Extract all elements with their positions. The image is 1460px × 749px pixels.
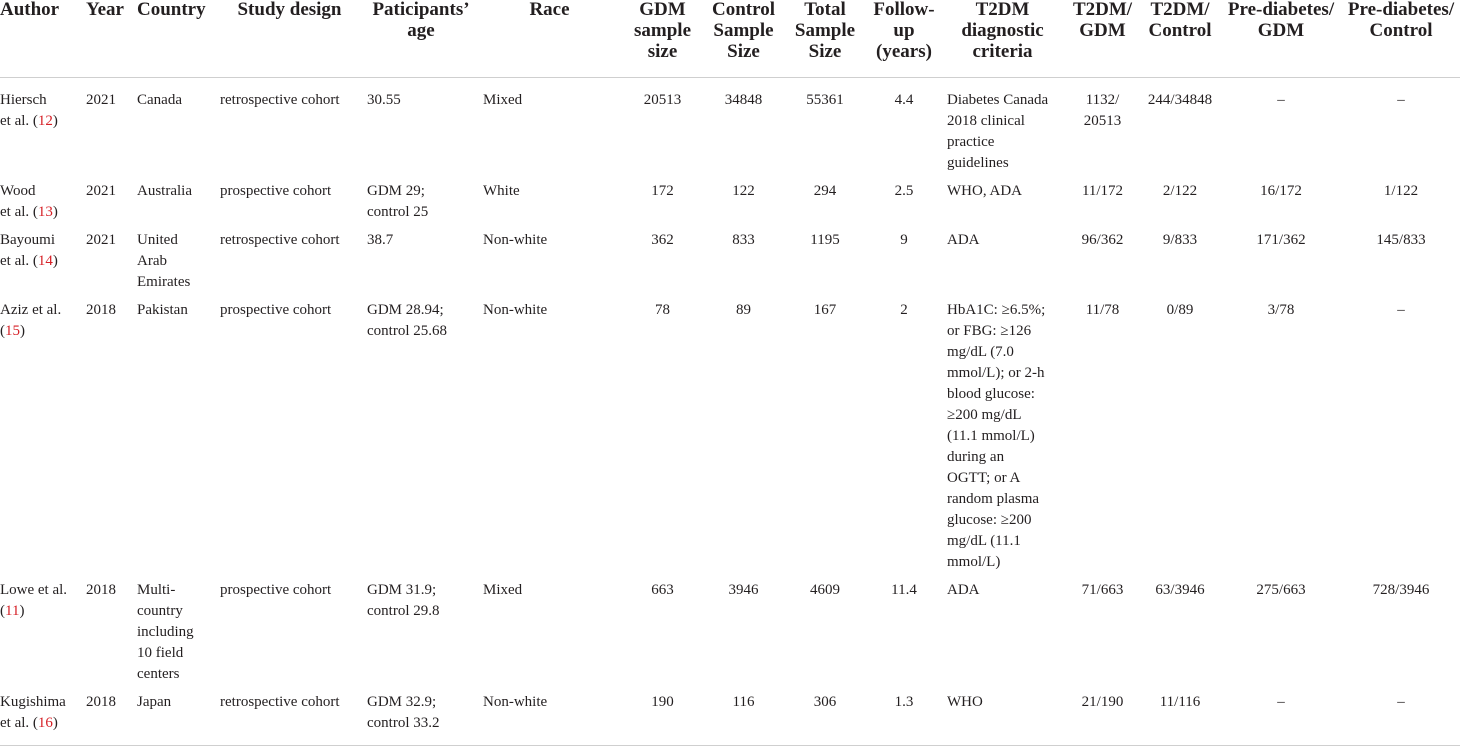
citation-open: ( [0,322,5,339]
t2dm-criteria-cell: ADA [947,581,980,598]
prediabetes-gdm-cell: 3/78 [1267,301,1295,318]
citation-link[interactable]: 12 [37,112,53,129]
table-row [0,688,1460,746]
t2dm-criteria-cell: ADA [947,231,980,248]
citation-link[interactable]: 14 [37,252,53,269]
column-header-t2dm-control: T2DM/ Control [1140,0,1220,78]
country-cell: Japan [133,688,216,746]
gdm-sample-size-cell: 663 [651,581,674,598]
t2dm-control-cell: 0/89 [1166,301,1194,318]
t2dm-criteria-cell: WHO, ADA [947,182,1022,199]
follow-up-cell: 11.4 [891,581,917,598]
citation-link[interactable]: 15 [5,322,20,339]
participants-age-cell: 38.7 [367,231,394,248]
prediabetes-control-cell: 728/3946 [1372,581,1430,598]
table-row [0,576,1460,688]
citation-open: ( [32,203,38,220]
table-row [0,296,1460,576]
t2dm-gdm-cell: 71/663 [1081,581,1124,598]
gdm-sample-size-cell: 78 [655,301,670,318]
participants-age-cell: 30.55 [367,91,401,108]
table-row [0,78,1460,178]
follow-up-cell: 1.3 [868,688,940,746]
column-header-total-sample-size: Total Sample Size [782,0,868,78]
total-sample-size-cell: 4609 [810,581,840,598]
total-sample-size-cell: 1195 [810,231,840,248]
citation-close: ) [52,714,58,731]
race-cell: Non-white [483,301,548,318]
total-sample-size-cell: 294 [813,182,837,199]
citation-close: ) [20,322,25,339]
gdm-sample-size-cell: 362 [651,231,674,248]
prediabetes-control-cell: – [1397,301,1405,318]
column-header-study-design: Study design [216,0,363,78]
citation-close: ) [52,203,58,220]
t2dm-criteria-cell: HbA1C: ≥6.5%; or FBG: ≥126 mg/dL (7.0 mmol/L); or 2-h blood glucose: ≥200 mg/dL (11.1 mmol/L) during an OGTT; or A random plasma glucose: ≥200 mg/dL (11.1 mmol/L) [947,301,1046,570]
country-cell: Canada [137,91,182,108]
study-design-cell: retrospective cohort [216,688,363,746]
t2dm-criteria-cell: Diabetes Canada 2018 clinical practice guidelines [947,91,1049,171]
year-cell: 2021 [86,182,116,199]
author-name: Bayoumi et al. [0,231,55,269]
t2dm-gdm-cell: 11/78 [1085,301,1120,318]
column-header-race: Race [479,0,620,78]
author-cell [0,688,82,746]
participants-age-cell: GDM 32.9; control 33.2 [363,688,479,746]
race-cell: Non-white [479,688,620,746]
column-header-gdm-sample-size: GDM sample size [620,0,705,78]
study-design-cell: retrospective cohort [220,231,340,248]
t2dm-gdm-cell: 96/362 [1081,231,1124,248]
author-cell [0,296,82,576]
t2dm-criteria-cell: WHO [940,688,1065,746]
total-sample-size-cell: 55361 [806,91,844,108]
t2dm-control-cell: 11/116 [1140,688,1220,746]
total-sample-size-cell: 167 [813,301,837,318]
prediabetes-gdm-cell: 275/663 [1256,581,1306,598]
study-design-cell: prospective cohort [220,301,332,318]
country-cell: Pakistan [137,301,188,318]
follow-up-cell: 2 [900,301,908,318]
study-design-cell: prospective cohort [220,182,332,199]
prediabetes-control-cell: – [1397,91,1405,108]
citation-link[interactable]: 11 [5,602,20,619]
control-sample-size-cell: 89 [736,301,751,318]
participants-age-cell: GDM 29; control 25 [367,182,429,220]
column-header-t2dm-criteria: T2DM diagnostic criteria [940,0,1065,78]
author-name: Lowe et al. [0,581,68,598]
t2dm-control-cell: 2/122 [1162,182,1198,199]
participants-age-cell: GDM 31.9; control 29.8 [367,581,440,619]
column-header-t2dm-gdm: T2DM/ GDM [1065,0,1140,78]
total-sample-size-cell: 306 [782,688,868,746]
race-cell: Mixed [483,581,523,598]
t2dm-control-cell: 63/3946 [1155,581,1205,598]
year-cell: 2018 [86,301,116,318]
year-cell: 2021 [86,231,116,248]
prediabetes-gdm-cell: – [1277,91,1285,108]
author-cell [0,78,82,178]
t2dm-control-cell: 244/34848 [1147,91,1213,108]
participants-age-cell: GDM 28.94; control 25.68 [367,301,447,339]
prediabetes-control-cell: 1/122 [1383,182,1419,199]
column-header-year: Year [82,0,133,78]
column-header-follow-up: Follow- up (years) [868,0,940,78]
gdm-sample-size-cell: 172 [651,182,674,199]
citation-close: ) [52,112,58,129]
header-row [0,0,1460,78]
year-cell: 2018 [86,581,116,598]
prediabetes-gdm-cell: 171/362 [1256,231,1306,248]
race-cell: Non-white [483,231,548,248]
race-cell: Mixed [483,91,523,108]
column-header-control-sample-size: Control Sample Size [705,0,782,78]
citation-open: ( [0,602,5,619]
control-sample-size-cell: 116 [705,688,782,746]
follow-up-cell: 9 [900,231,908,248]
t2dm-gdm-cell: 21/190 [1065,688,1140,746]
control-sample-size-cell: 833 [732,231,755,248]
column-header-author: Author [0,0,82,78]
t2dm-gdm-cell: 1132/ 20513 [1083,91,1122,129]
year-cell: 2018 [82,688,133,746]
study-design-cell: prospective cohort [220,581,332,598]
table-row [0,177,1460,226]
year-cell: 2021 [86,91,116,108]
author-name: Hiersch et al. [0,91,47,129]
author-cell [0,177,82,226]
prediabetes-gdm-cell: 16/172 [1260,182,1302,199]
table-row [0,226,1460,296]
citation-link[interactable]: 13 [37,203,53,220]
citation-open: ( [32,252,38,269]
follow-up-cell: 4.4 [894,91,914,108]
prediabetes-control-cell: 145/833 [1376,231,1426,248]
country-cell: United Arab Emirates [137,231,191,290]
citation-open: ( [32,714,38,731]
country-cell: Australia [137,182,192,199]
citation-close: ) [52,252,58,269]
citation-link[interactable]: 16 [37,714,53,731]
author-cell [0,226,82,296]
citation-open: ( [32,112,38,129]
study-design-cell: retrospective cohort [220,91,340,108]
column-header-prediabetes-control: Pre-diabetes/ Control [1342,0,1460,78]
prediabetes-gdm-cell: – [1220,688,1342,746]
control-sample-size-cell: 122 [732,182,755,199]
control-sample-size-cell: 34848 [724,91,763,108]
gdm-sample-size-cell: 20513 [643,91,682,108]
author-cell [0,576,82,688]
country-cell: Multi- country including 10 field centers [137,581,194,682]
control-sample-size-cell: 3946 [728,581,759,598]
race-cell: White [483,182,520,199]
follow-up-cell: 2.5 [894,182,914,199]
citation-close: ) [19,602,25,619]
prediabetes-control-cell: – [1342,688,1460,746]
author-name: Aziz et al. [0,301,62,318]
author-name: Wood et al. [0,182,36,220]
author-name: Kugishima et al. [0,693,66,731]
column-header-prediabetes-gdm: Pre-diabetes/ GDM [1220,0,1342,78]
gdm-sample-size-cell: 190 [620,688,705,746]
t2dm-control-cell: 9/833 [1162,231,1198,248]
column-header-country: Country [133,0,216,78]
column-header-participants-age: Paticipants’ age [363,0,479,78]
t2dm-gdm-cell: 11/172 [1081,182,1124,199]
